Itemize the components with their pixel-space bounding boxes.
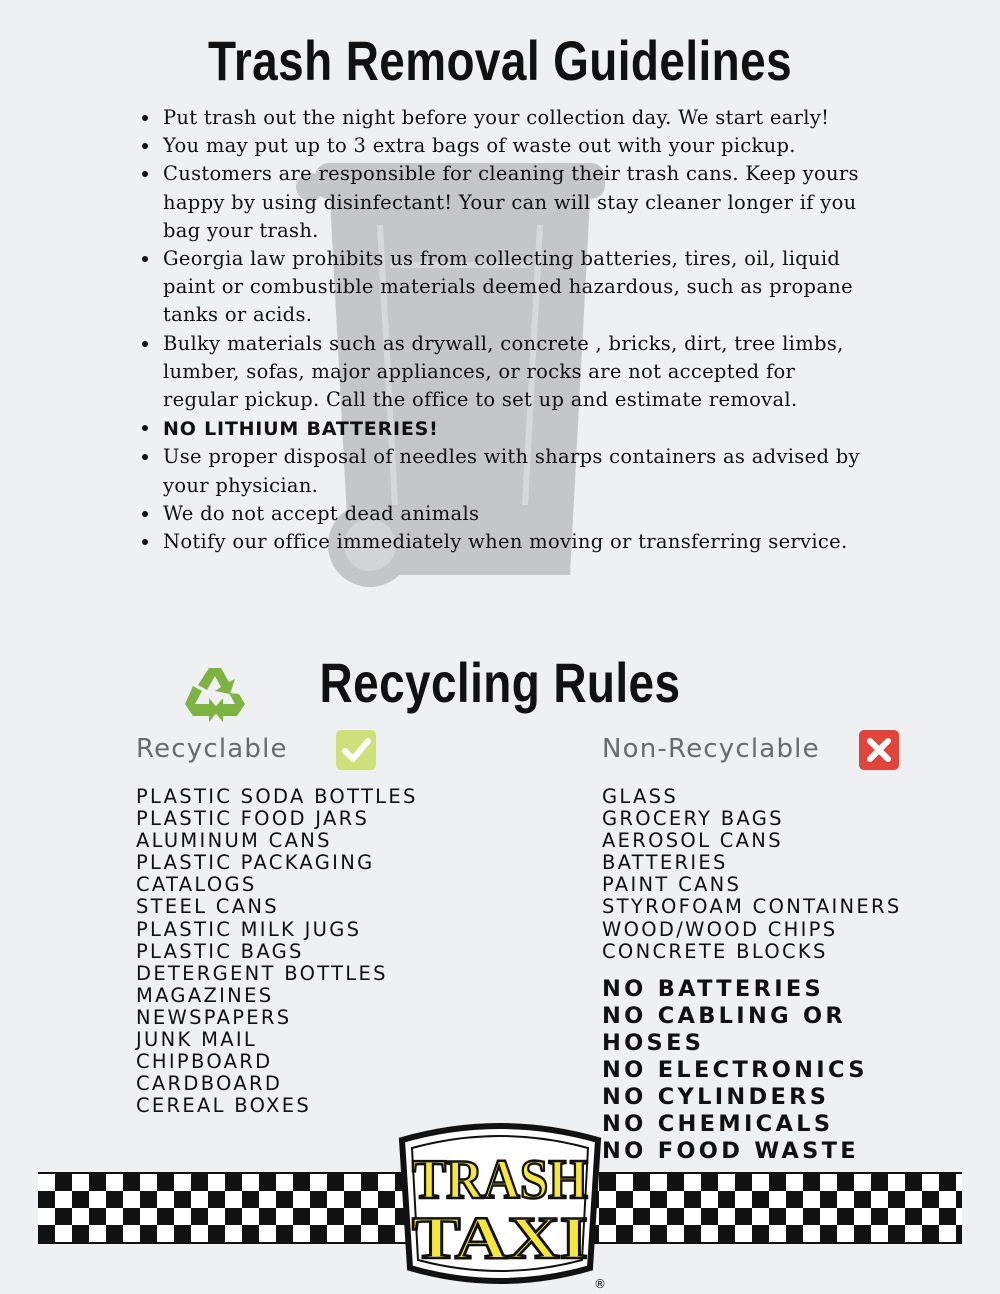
list-item: DETERGENT BOTTLES [136,961,388,985]
list-item: CEREAL BOXES [136,1094,312,1118]
list-item: Bulky materials such as drywall, concrete , bricks, dirt, tree limbs, lumber, sofas, major appliances, or rocks are not accepted for regular pickup. Call the office to set up and estimate removal. [136,330,876,415]
list-item: NO CABLING OR HOSES [602,1003,847,1056]
logo-line2: TAXI [412,1205,588,1271]
list-item: NO CHEMICALS [602,1111,834,1137]
list-item: GLASS [602,785,679,808]
list-item: MAGAZINES [136,983,274,1007]
page-title: Trash Removal Guidelines [207,29,793,92]
recyclable-heading: Recyclable [136,734,288,764]
list-item: STYROFOAM CONTAINERS [602,895,902,919]
list-item: PLASTIC FOOD JARS [136,807,370,831]
check-icon [336,730,376,770]
list-item: Use proper disposal of needles with sharps containers as advised by your physician. [136,443,876,499]
recyclable-list [136,786,418,1117]
list-item: PLASTIC PACKAGING [136,851,375,875]
list-item: CATALOGS [136,873,257,897]
recycling-title: Recycling Rules [319,651,681,714]
list-item: NO CYLINDERS [602,1084,830,1110]
logo-line1: TRASH [412,1149,588,1211]
list-item: CHIPBOARD [136,1050,273,1074]
list-item: We do not accept dead animals [136,500,876,528]
list-item: NO BATTERIES [602,976,825,1002]
list-item: Notify our office immediately when moving or transferring service. [136,528,876,556]
list-item: WOOD/WOOD CHIPS [602,917,838,941]
list-item: PLASTIC BAGS [136,939,304,963]
list-item: NEWSPAPERS [136,1005,292,1029]
list-item: JUNK MAIL [136,1028,258,1052]
list-item: PAINT CANS [602,873,742,897]
trash-taxi-logo [392,1118,608,1290]
list-item: STEEL CANS [136,895,279,919]
list-item: Georgia law prohibits us from collecting batteries, tires, oil, liquid paint or combustible materials deemed hazardous, such as propane tanks or acids. [136,245,876,330]
non-recyclable-heading: Non-Recyclable [602,734,820,764]
list-item: GROCERY BAGS [602,807,784,831]
guidelines-list [136,104,876,556]
list-item: ALUMINUM CANS [136,829,332,853]
list-item: Put trash out the night before your collection day. We start early! [136,104,876,132]
list-item: NO ELECTRONICS [602,1057,868,1083]
registered-mark: ® [594,1277,606,1290]
list-item: NO FOOD WASTE [602,1138,859,1164]
list-item: Customers are responsible for cleaning their trash cans. Keep yours happy by using disinfectant! Your can will stay cleaner longer if you bag your trash. [136,160,876,245]
list-item: PLASTIC MILK JUGS [136,917,362,941]
list-item: You may put up to 3 extra bags of waste out with your pickup. [136,132,876,160]
list-item: PLASTIC SODA BOTTLES [136,785,418,808]
list-item-warning: NO LITHIUM BATTERIES! [136,414,876,443]
list-item: CONCRETE BLOCKS [602,939,828,963]
list-item: CARDBOARD [136,1072,283,1096]
list-item: AEROSOL CANS [602,829,783,853]
list-item: BATTERIES [602,851,728,875]
non-recyclable-list [602,786,902,963]
x-icon [859,730,899,770]
prohibited-list [602,976,902,1165]
